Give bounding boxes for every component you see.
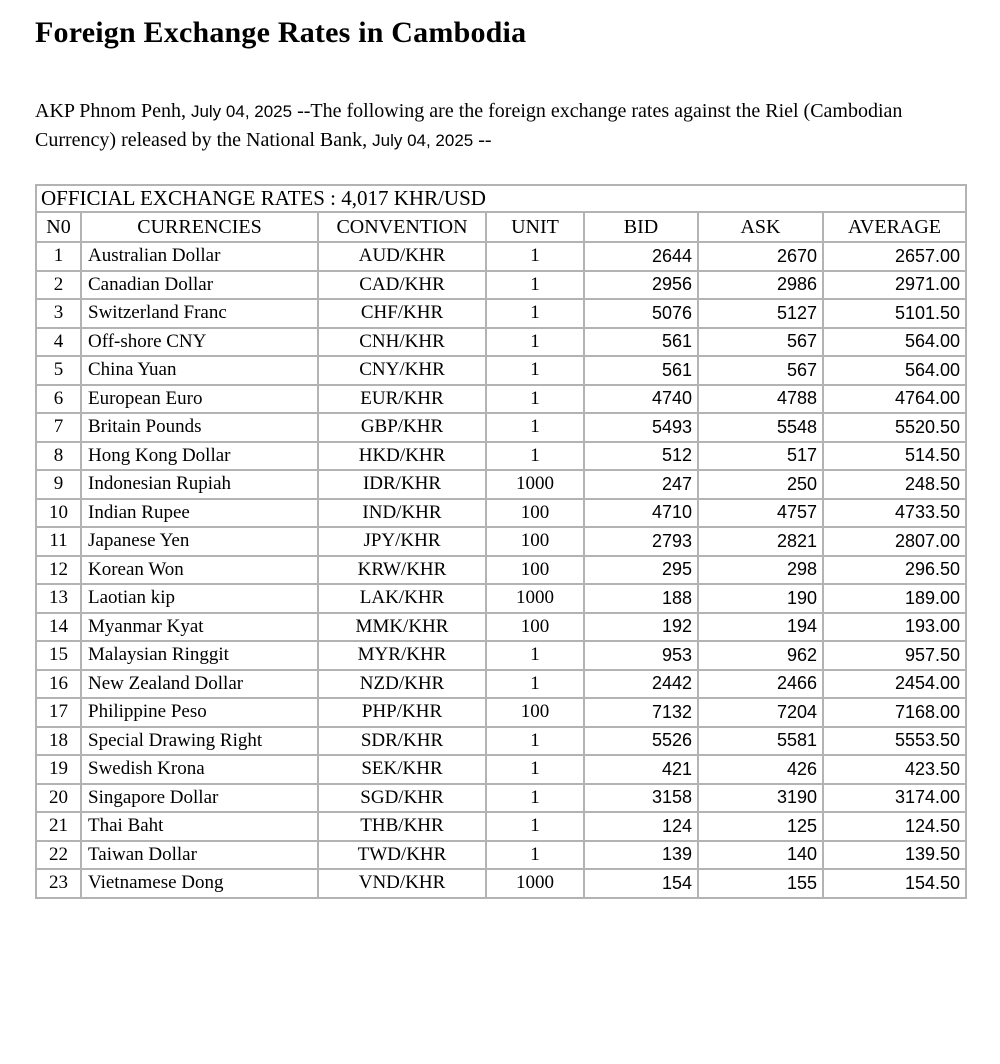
cell-average: 564.00: [823, 356, 966, 385]
cell-bid: 512: [584, 442, 698, 471]
cell-currency: Malaysian Ringgit: [81, 641, 318, 670]
cell-bid: 5076: [584, 299, 698, 328]
cell-currency: Thai Baht: [81, 812, 318, 841]
cell-convention: THB/KHR: [318, 812, 486, 841]
cell-ask: 2821: [698, 527, 823, 556]
cell-bid: 2644: [584, 242, 698, 271]
cell-no: 21: [36, 812, 81, 841]
table-caption-row: [36, 185, 966, 212]
cell-currency: Hong Kong Dollar: [81, 442, 318, 471]
cell-bid: 2442: [584, 670, 698, 699]
cell-convention: TWD/KHR: [318, 841, 486, 870]
cell-convention: VND/KHR: [318, 869, 486, 898]
cell-convention: PHP/KHR: [318, 698, 486, 727]
cell-no: 12: [36, 556, 81, 585]
cell-convention: CAD/KHR: [318, 271, 486, 300]
cell-ask: 2670: [698, 242, 823, 271]
intro-text-3: --: [473, 129, 492, 151]
cell-ask: 567: [698, 328, 823, 357]
table-row: [36, 527, 966, 556]
table-row: [36, 299, 966, 328]
cell-average: 2971.00: [823, 271, 966, 300]
cell-unit: 1: [486, 841, 584, 870]
cell-unit: 1: [486, 242, 584, 271]
cell-ask: 125: [698, 812, 823, 841]
cell-convention: CNH/KHR: [318, 328, 486, 357]
cell-no: 8: [36, 442, 81, 471]
cell-convention: HKD/KHR: [318, 442, 486, 471]
cell-no: 2: [36, 271, 81, 300]
cell-currency: Britain Pounds: [81, 413, 318, 442]
cell-bid: 192: [584, 613, 698, 642]
table-row: [36, 271, 966, 300]
cell-convention: SEK/KHR: [318, 755, 486, 784]
cell-currency: Canadian Dollar: [81, 271, 318, 300]
table-row: [36, 841, 966, 870]
cell-average: 193.00: [823, 613, 966, 642]
cell-unit: 1: [486, 784, 584, 813]
cell-ask: 194: [698, 613, 823, 642]
cell-average: 296.50: [823, 556, 966, 585]
column-header-no: N0: [36, 212, 81, 242]
table-row: [36, 442, 966, 471]
cell-currency: Japanese Yen: [81, 527, 318, 556]
cell-unit: 1: [486, 812, 584, 841]
cell-no: 4: [36, 328, 81, 357]
cell-average: 957.50: [823, 641, 966, 670]
cell-ask: 5548: [698, 413, 823, 442]
cell-ask: 3190: [698, 784, 823, 813]
cell-no: 3: [36, 299, 81, 328]
cell-average: 5520.50: [823, 413, 966, 442]
cell-no: 17: [36, 698, 81, 727]
cell-convention: GBP/KHR: [318, 413, 486, 442]
cell-currency: Philippine Peso: [81, 698, 318, 727]
cell-bid: 561: [584, 356, 698, 385]
cell-currency: Myanmar Kyat: [81, 613, 318, 642]
cell-currency: Australian Dollar: [81, 242, 318, 271]
cell-average: 139.50: [823, 841, 966, 870]
cell-average: 7168.00: [823, 698, 966, 727]
column-header-convention: CONVENTION: [318, 212, 486, 242]
cell-unit: 100: [486, 499, 584, 528]
cell-ask: 7204: [698, 698, 823, 727]
cell-unit: 1: [486, 299, 584, 328]
cell-ask: 2466: [698, 670, 823, 699]
cell-no: 16: [36, 670, 81, 699]
cell-bid: 7132: [584, 698, 698, 727]
cell-ask: 517: [698, 442, 823, 471]
table-row: [36, 584, 966, 613]
cell-convention: SGD/KHR: [318, 784, 486, 813]
cell-unit: 100: [486, 556, 584, 585]
intro-text-2: --The following are the foreign exchange rates against the Riel (Cambodian Currency) released by the National Bank,: [35, 100, 903, 151]
intro-text-1: AKP Phnom Penh,: [35, 100, 191, 122]
cell-average: 2657.00: [823, 242, 966, 271]
cell-ask: 298: [698, 556, 823, 585]
cell-currency: Singapore Dollar: [81, 784, 318, 813]
cell-average: 4733.50: [823, 499, 966, 528]
cell-currency: Taiwan Dollar: [81, 841, 318, 870]
cell-unit: 1: [486, 356, 584, 385]
cell-no: 10: [36, 499, 81, 528]
cell-currency: Indonesian Rupiah: [81, 470, 318, 499]
cell-bid: 4740: [584, 385, 698, 414]
cell-bid: 953: [584, 641, 698, 670]
cell-convention: IND/KHR: [318, 499, 486, 528]
cell-unit: 1: [486, 727, 584, 756]
cell-average: 4764.00: [823, 385, 966, 414]
cell-average: 423.50: [823, 755, 966, 784]
table-row: [36, 242, 966, 271]
cell-no: 1: [36, 242, 81, 271]
cell-convention: JPY/KHR: [318, 527, 486, 556]
cell-ask: 5127: [698, 299, 823, 328]
cell-ask: 567: [698, 356, 823, 385]
cell-bid: 421: [584, 755, 698, 784]
cell-currency: New Zealand Dollar: [81, 670, 318, 699]
cell-bid: 5526: [584, 727, 698, 756]
cell-convention: EUR/KHR: [318, 385, 486, 414]
cell-average: 564.00: [823, 328, 966, 357]
cell-convention: MYR/KHR: [318, 641, 486, 670]
cell-unit: 1: [486, 271, 584, 300]
table-row: [36, 727, 966, 756]
cell-unit: 1: [486, 328, 584, 357]
cell-convention: LAK/KHR: [318, 584, 486, 613]
cell-currency: Laotian kip: [81, 584, 318, 613]
cell-unit: 1000: [486, 470, 584, 499]
cell-ask: 155: [698, 869, 823, 898]
table-row: [36, 499, 966, 528]
cell-bid: 139: [584, 841, 698, 870]
cell-bid: 188: [584, 584, 698, 613]
cell-unit: 1: [486, 442, 584, 471]
cell-convention: KRW/KHR: [318, 556, 486, 585]
cell-average: 189.00: [823, 584, 966, 613]
cell-convention: NZD/KHR: [318, 670, 486, 699]
table-row: [36, 784, 966, 813]
table-row: [36, 470, 966, 499]
cell-average: 514.50: [823, 442, 966, 471]
cell-no: 7: [36, 413, 81, 442]
cell-no: 6: [36, 385, 81, 414]
cell-no: 14: [36, 613, 81, 642]
cell-bid: 2793: [584, 527, 698, 556]
cell-no: 13: [36, 584, 81, 613]
cell-average: 5553.50: [823, 727, 966, 756]
table-row: [36, 812, 966, 841]
cell-bid: 247: [584, 470, 698, 499]
cell-unit: 100: [486, 527, 584, 556]
page-title: Foreign Exchange Rates in Cambodia: [35, 16, 527, 49]
cell-currency: China Yuan: [81, 356, 318, 385]
cell-ask: 140: [698, 841, 823, 870]
cell-average: 2807.00: [823, 527, 966, 556]
cell-bid: 2956: [584, 271, 698, 300]
table-row: [36, 328, 966, 357]
cell-convention: CHF/KHR: [318, 299, 486, 328]
cell-no: 20: [36, 784, 81, 813]
cell-currency: European Euro: [81, 385, 318, 414]
table-row: [36, 869, 966, 898]
cell-unit: 1000: [486, 584, 584, 613]
column-header-currencies: CURRENCIES: [81, 212, 318, 242]
cell-bid: 124: [584, 812, 698, 841]
table-row: [36, 385, 966, 414]
cell-no: 5: [36, 356, 81, 385]
cell-no: 19: [36, 755, 81, 784]
cell-ask: 4788: [698, 385, 823, 414]
cell-unit: 1: [486, 385, 584, 414]
table-row: [36, 613, 966, 642]
cell-bid: 3158: [584, 784, 698, 813]
cell-convention: SDR/KHR: [318, 727, 486, 756]
cell-average: 248.50: [823, 470, 966, 499]
cell-average: 3174.00: [823, 784, 966, 813]
cell-currency: Switzerland Franc: [81, 299, 318, 328]
cell-convention: AUD/KHR: [318, 242, 486, 271]
cell-average: 154.50: [823, 869, 966, 898]
cell-average: 5101.50: [823, 299, 966, 328]
cell-ask: 4757: [698, 499, 823, 528]
cell-currency: Off-shore CNY: [81, 328, 318, 357]
cell-no: 15: [36, 641, 81, 670]
cell-ask: 190: [698, 584, 823, 613]
cell-unit: 1000: [486, 869, 584, 898]
cell-ask: 2986: [698, 271, 823, 300]
cell-bid: 154: [584, 869, 698, 898]
table-row: [36, 413, 966, 442]
cell-bid: 561: [584, 328, 698, 357]
intro-date-1: July 04, 2025: [190, 102, 293, 121]
cell-ask: 426: [698, 755, 823, 784]
cell-unit: 100: [486, 698, 584, 727]
table-row: [36, 641, 966, 670]
cell-no: 22: [36, 841, 81, 870]
cell-ask: 250: [698, 470, 823, 499]
cell-no: 9: [36, 470, 81, 499]
cell-currency: Korean Won: [81, 556, 318, 585]
cell-average: 124.50: [823, 812, 966, 841]
cell-no: 23: [36, 869, 81, 898]
cell-unit: 1: [486, 413, 584, 442]
column-header-unit: UNIT: [486, 212, 584, 242]
cell-convention: IDR/KHR: [318, 470, 486, 499]
exchange-rates-table: [35, 184, 967, 899]
column-header-bid: BID: [584, 212, 698, 242]
cell-no: 18: [36, 727, 81, 756]
cell-no: 11: [36, 527, 81, 556]
intro-date-2: July 04, 2025: [372, 131, 474, 150]
cell-ask: 5581: [698, 727, 823, 756]
table-row: [36, 556, 966, 585]
table-row: [36, 698, 966, 727]
column-header-average: AVERAGE: [823, 212, 966, 242]
cell-bid: 295: [584, 556, 698, 585]
cell-currency: Indian Rupee: [81, 499, 318, 528]
cell-unit: 1: [486, 755, 584, 784]
official-rate-caption: OFFICIAL EXCHANGE RATES : 4,017 KHR/USD: [36, 185, 966, 212]
cell-currency: Swedish Krona: [81, 755, 318, 784]
cell-average: 2454.00: [823, 670, 966, 699]
cell-currency: Vietnamese Dong: [81, 869, 318, 898]
cell-bid: 5493: [584, 413, 698, 442]
table-row: [36, 755, 966, 784]
cell-bid: 4710: [584, 499, 698, 528]
cell-ask: 962: [698, 641, 823, 670]
cell-unit: 1: [486, 641, 584, 670]
cell-convention: CNY/KHR: [318, 356, 486, 385]
table-row: [36, 356, 966, 385]
cell-currency: Special Drawing Right: [81, 727, 318, 756]
table-header-row: [36, 212, 966, 242]
cell-unit: 100: [486, 613, 584, 642]
intro-paragraph: [35, 97, 947, 155]
cell-unit: 1: [486, 670, 584, 699]
table-row: [36, 670, 966, 699]
cell-convention: MMK/KHR: [318, 613, 486, 642]
column-header-ask: ASK: [698, 212, 823, 242]
